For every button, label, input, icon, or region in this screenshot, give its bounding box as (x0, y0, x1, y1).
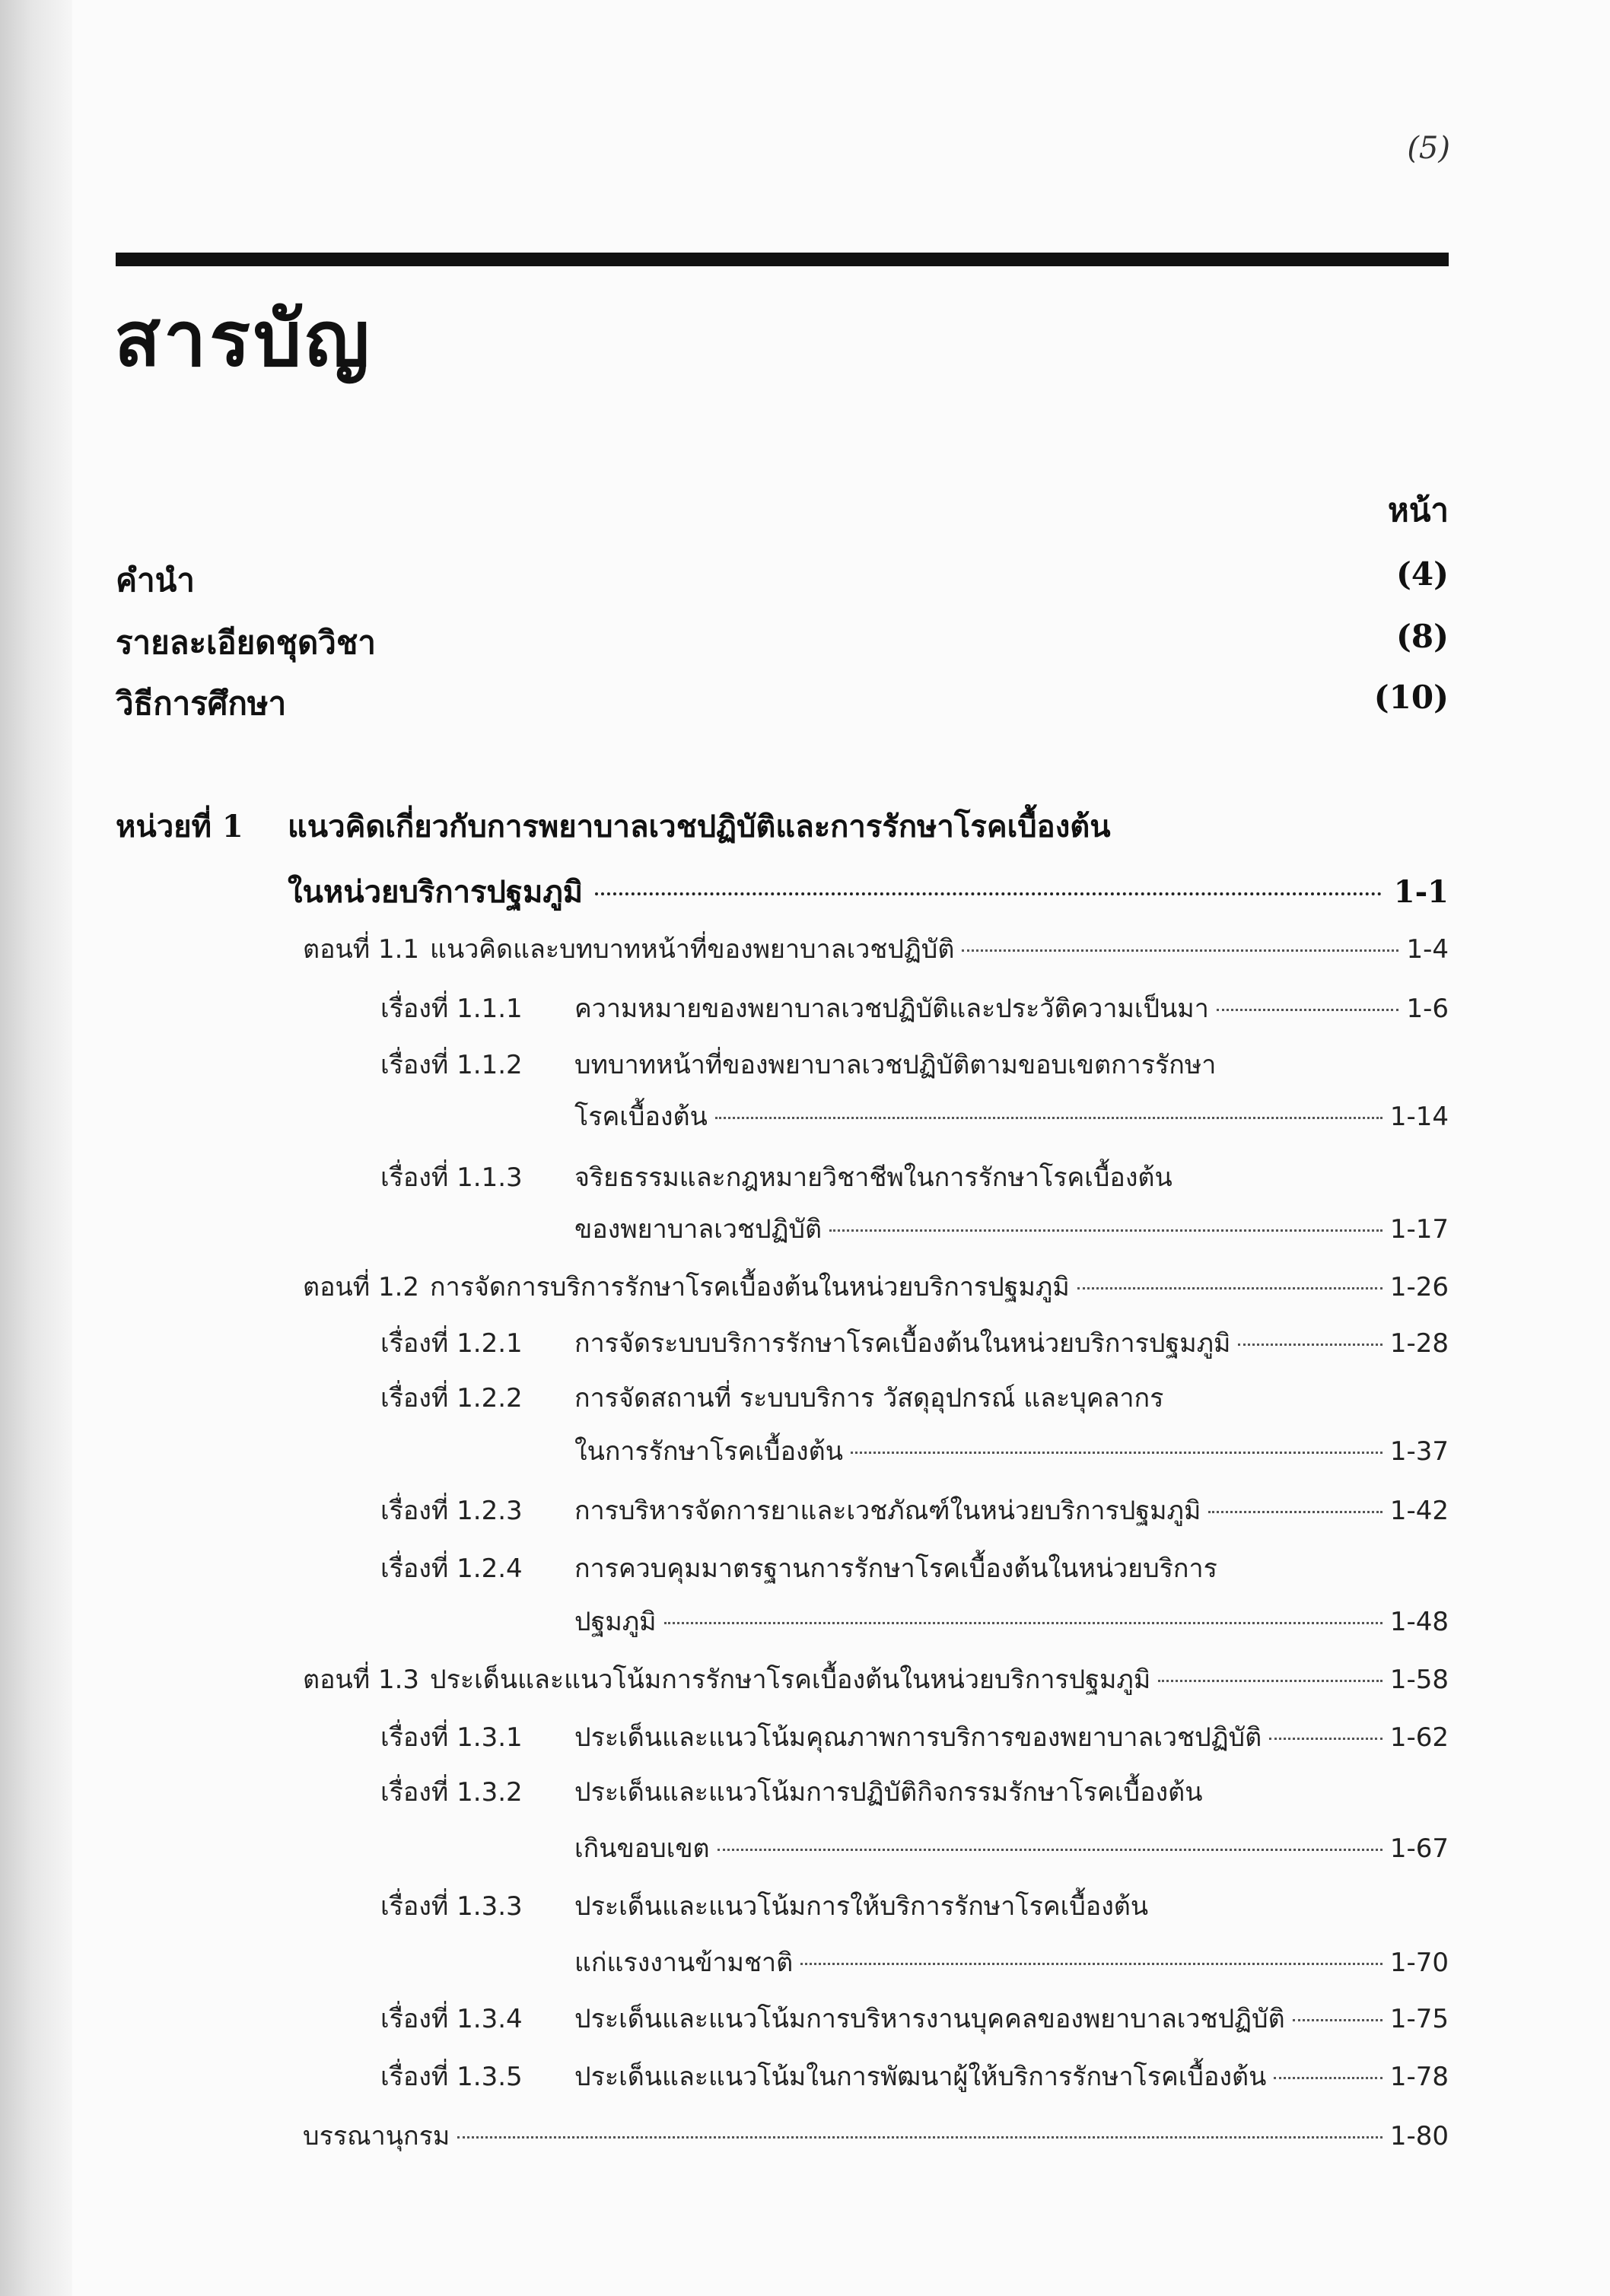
toc-entry-topic-1-2-3[interactable] (574, 1490, 1449, 1535)
part-title: ประเด็นและแนวโน้มการรักษาโรคเบื้องต้นในหน่วยบริการปฐมภูมิ (430, 1665, 1151, 1695)
toc-entry-label: วิธีการศึกษา (116, 685, 287, 722)
topic-page: 1-42 (1389, 1496, 1449, 1526)
dot-leader (1269, 1738, 1382, 1740)
topic-title-line1: การจัดสถานที่ ระบบบริการ วัสดุอุปกรณ์ และบุคลากร (574, 1383, 1164, 1414)
topic-page: 1-17 (1389, 1214, 1449, 1245)
toc-entry-page: (8) (1396, 618, 1449, 655)
topic-page: 1-70 (1389, 1948, 1449, 1978)
toc-entry-topic-1-3-1[interactable] (574, 1716, 1449, 1762)
topic-label: เรื่องที่ 1.2.4 (380, 1553, 523, 1584)
toc-entry-unit-1[interactable] (288, 867, 1449, 913)
dot-leader (718, 1849, 1382, 1851)
toc-entry-study-method[interactable] (116, 679, 1449, 724)
toc-entry-topic-1-3-4[interactable] (574, 1998, 1449, 2043)
dot-leader (851, 1452, 1382, 1454)
topic-label: เรื่องที่ 1.1.3 (380, 1162, 523, 1193)
dot-leader (457, 2136, 1382, 2139)
bibliography-label: บรรณานุกรม (303, 2121, 450, 2151)
dot-leader (1217, 1009, 1399, 1011)
topic-page: 1-48 (1389, 1607, 1449, 1637)
dot-leader (1077, 1287, 1382, 1290)
topic-page: 1-28 (1389, 1328, 1449, 1359)
toc-entry-foreword[interactable] (116, 555, 1449, 601)
page-column-header: หน้า (1388, 491, 1449, 529)
topic-title-line1: การควบคุมมาตรฐานการรักษาโรคเบื้องต้นในหน่วยบริการ (574, 1553, 1217, 1584)
topic-title: การจัดระบบบริการรักษาโรคเบื้องต้นในหน่วยบริการปฐมภูมิ (574, 1328, 1231, 1359)
toc-entry-topic-1-1-3[interactable] (574, 1208, 1449, 1254)
toc-entry-topic-1-2-1[interactable] (574, 1322, 1449, 1368)
toc-entry-page: (10) (1373, 679, 1449, 716)
topic-label: เรื่องที่ 1.2.3 (380, 1496, 523, 1526)
topic-page: 1-75 (1389, 2004, 1449, 2034)
topic-title-line1: ประเด็นและแนวโน้มการให้บริการรักษาโรคเบื้องต้น (574, 1891, 1149, 1922)
topic-page: 1-78 (1389, 2062, 1449, 2092)
toc-entry-topic-1-2-2[interactable] (574, 1430, 1449, 1476)
dot-leader (1238, 1344, 1382, 1346)
page-number: (5) (1407, 131, 1450, 166)
toc-entry-page: (4) (1396, 555, 1449, 593)
dot-leader (1274, 2077, 1382, 2079)
topic-title-line1: จริยธรรมและกฎหมายวิชาชีพในการรักษาโรคเบื้องต้น (574, 1162, 1172, 1193)
topic-title-line2: เกินขอบเขต (574, 1833, 710, 1864)
toc-entry-part-1-3[interactable] (303, 1658, 1449, 1704)
dot-leader (715, 1117, 1382, 1119)
toc-entry-course-details[interactable] (116, 618, 1449, 663)
toc-entry-topic-1-1-1[interactable] (574, 987, 1449, 1033)
unit-title-line1: แนวคิดเกี่ยวกับการพยาบาลเวชปฏิบัติและการรักษาโรคเบื้องต้น (288, 809, 1111, 844)
part-page: 1-58 (1389, 1665, 1449, 1695)
topic-label: เรื่องที่ 1.3.4 (380, 2004, 523, 2034)
toc-entry-label: รายละเอียดชุดวิชา (116, 624, 376, 661)
part-title: แนวคิดและบทบาทหน้าที่ของพยาบาลเวชปฏิบัติ (430, 934, 955, 965)
topic-label: เรื่องที่ 1.2.2 (380, 1383, 523, 1414)
part-label: ตอนที่ 1.2 (303, 1272, 420, 1302)
topic-title: ประเด็นและแนวโน้มคุณภาพการบริการของพยาบาลเวชปฏิบัติ (574, 1722, 1262, 1753)
part-label: ตอนที่ 1.1 (303, 934, 420, 965)
topic-page: 1-67 (1389, 1833, 1449, 1864)
topic-page: 1-62 (1389, 1722, 1449, 1753)
bibliography-page: 1-80 (1389, 2121, 1449, 2151)
topic-label: เรื่องที่ 1.3.3 (380, 1891, 523, 1922)
topic-title-line1: ประเด็นและแนวโน้มการปฏิบัติกิจกรรมรักษาโรคเบื้องต้น (574, 1777, 1203, 1808)
topic-page: 1-37 (1389, 1436, 1449, 1467)
topic-title: การบริหารจัดการยาและเวชภัณฑ์ในหน่วยบริการปฐมภูมิ (574, 1496, 1201, 1526)
unit-title-line2: ในหน่วยบริการปฐมภูมิ (288, 874, 584, 910)
toc-entry-part-1-2[interactable] (303, 1266, 1449, 1312)
unit-page: 1-1 (1393, 874, 1449, 910)
dot-leader (595, 892, 1382, 895)
toc-entry-topic-1-2-4[interactable] (574, 1601, 1449, 1646)
book-spine-shadow (0, 0, 72, 2296)
topic-title-line2: โรคเบื้องต้น (574, 1102, 708, 1132)
part-label: ตอนที่ 1.3 (303, 1665, 420, 1695)
topic-title-line2: แก่แรงงานข้ามชาติ (574, 1948, 794, 1978)
topic-title-line2: ของพยาบาลเวชปฏิบัติ (574, 1214, 822, 1245)
topic-label: เรื่องที่ 1.1.1 (380, 994, 523, 1024)
dot-leader (1158, 1680, 1382, 1682)
topic-label: เรื่องที่ 1.1.2 (380, 1050, 523, 1080)
topic-title-line1: บทบาทหน้าที่ของพยาบาลเวชปฏิบัติตามขอบเขตการรักษา (574, 1050, 1217, 1080)
topic-label: เรื่องที่ 1.3.1 (380, 1722, 523, 1753)
toc-entry-label: คำนำ (116, 561, 195, 599)
part-title: การจัดการบริการรักษาโรคเบื้องต้นในหน่วยบริการปฐมภูมิ (430, 1272, 1070, 1302)
topic-page: 1-14 (1389, 1102, 1449, 1132)
topic-title: ประเด็นและแนวโน้มการบริหารงานบุคคลของพยาบาลเวชปฏิบัติ (574, 2004, 1285, 2034)
toc-entry-topic-1-3-2[interactable] (574, 1827, 1449, 1873)
topic-label: เรื่องที่ 1.2.1 (380, 1328, 523, 1359)
toc-entry-part-1-1[interactable] (303, 928, 1449, 974)
header-rule (116, 253, 1449, 266)
toc-entry-topic-1-1-2[interactable] (574, 1096, 1449, 1141)
dot-leader (664, 1622, 1382, 1624)
dot-leader (962, 949, 1398, 952)
topic-title-line2: ในการรักษาโรคเบื้องต้น (574, 1436, 843, 1467)
topic-label: เรื่องที่ 1.3.2 (380, 1777, 523, 1808)
page-title: สารบัญ (114, 294, 373, 383)
toc-entry-topic-1-3-5[interactable] (574, 2056, 1449, 2101)
topic-page: 1-6 (1406, 994, 1449, 1024)
dot-leader (800, 1963, 1382, 1965)
toc-entry-topic-1-3-3[interactable] (574, 1941, 1449, 1987)
part-page: 1-26 (1389, 1272, 1449, 1302)
part-page: 1-4 (1406, 934, 1449, 965)
dot-leader (1208, 1511, 1382, 1513)
dot-leader (1293, 2019, 1382, 2021)
dot-leader (829, 1229, 1382, 1232)
topic-label: เรื่องที่ 1.3.5 (380, 2062, 523, 2092)
topic-title: ประเด็นและแนวโน้มในการพัฒนาผู้ให้บริการรักษาโรคเบื้องต้น (574, 2062, 1267, 2092)
unit-label: หน่วยที่ 1 (116, 809, 243, 844)
topic-title: ความหมายของพยาบาลเวชปฏิบัติและประวัติความเป็นมา (574, 994, 1209, 1024)
toc-entry-bibliography[interactable] (303, 2115, 1449, 2161)
topic-title-line2: ปฐมภูมิ (574, 1607, 657, 1637)
